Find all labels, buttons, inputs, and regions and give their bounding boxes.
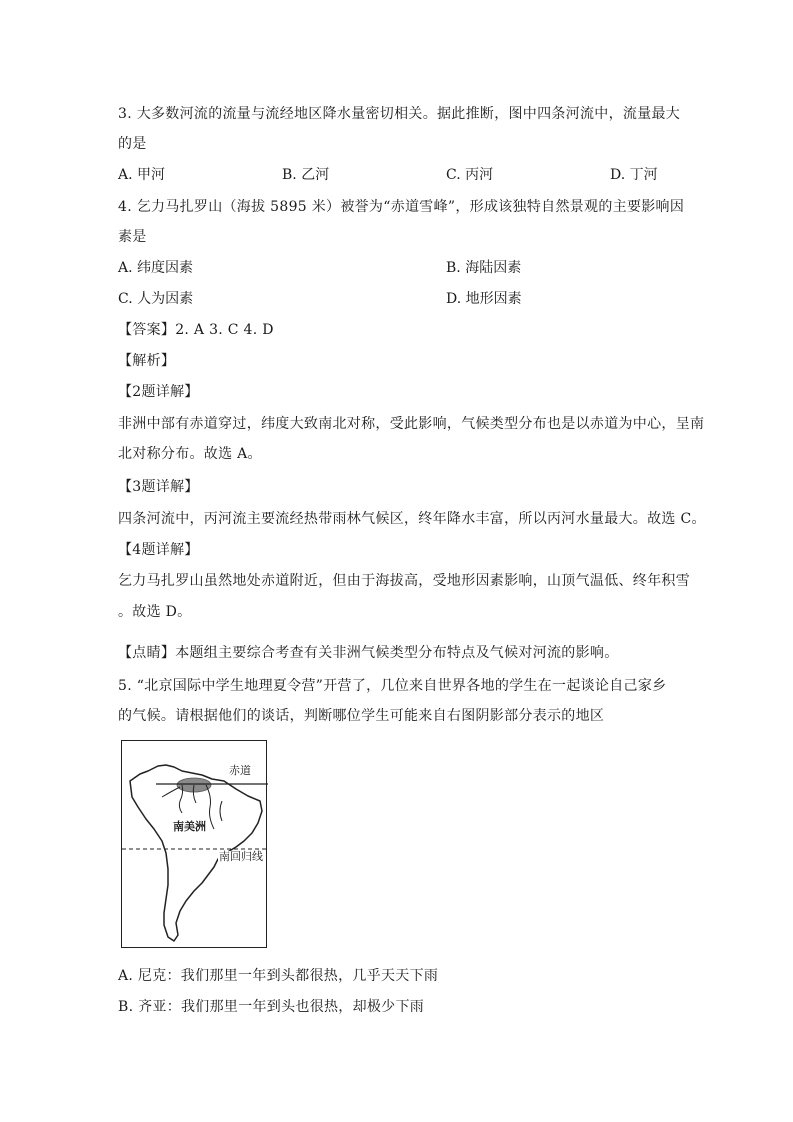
detail2-line2: 北对称分布。故选 A。 xyxy=(118,446,262,462)
q3-stem-line1: 3. 大多数河流的流量与流经地区降水量密切相关。据此推断，图中四条河流中，流量最大 xyxy=(118,106,681,122)
q4-option-d: D. 地形因素 xyxy=(446,291,522,307)
detail3-line1: 四条河流中，丙河流主要流经热带雨林气候区，终年降水丰富，所以丙河水量最大。故选 C。 xyxy=(118,511,706,527)
map-label-tropic: 南回归线 xyxy=(219,850,263,863)
detail4-line2: 。故选 D。 xyxy=(118,604,192,620)
map-label-equator: 赤道 xyxy=(229,764,251,777)
q4-option-c: C. 人为因素 xyxy=(118,291,194,307)
q5-option-a: A. 尼克：我们那里一年到头都很热，几乎天天下雨 xyxy=(118,968,439,984)
detail4-line1: 乞力马扎罗山虽然地处赤道附近，但由于海拔高，受地形因素影响，山顶气温低、终年积雪 xyxy=(118,573,690,589)
q5-stem-line1: 5. “北京国际中学生地理夏令营”开营了，几位来自世界各地的学生在一起谈论自己家乡 xyxy=(118,678,667,694)
south-america-map xyxy=(121,740,267,948)
analysis-tag: 【解析】 xyxy=(118,353,176,369)
detail2-tag: 【2题详解】 xyxy=(118,384,199,400)
detail3-tag: 【3题详解】 xyxy=(118,479,199,495)
q4-option-a: A. 纬度因素 xyxy=(118,260,194,276)
q3-option-d: D. 丁河 xyxy=(610,167,658,183)
q4-option-b: B. 海陆因素 xyxy=(446,260,522,276)
map-label-continent: 南美洲 xyxy=(173,820,206,833)
q3-option-a: A. 甲河 xyxy=(118,167,166,183)
q4-stem-line1: 4. 乞力马扎罗山（海拔 5895 米）被誉为“赤道雪峰”，形成该独特自然景观的主要影响因 xyxy=(118,199,685,215)
q5-option-b: B. 齐亚：我们那里一年到头也很热，却极少下雨 xyxy=(118,999,425,1015)
answer-line: 【答案】2. A 3. C 4. D xyxy=(118,322,274,338)
q3-stem-line2: 的是 xyxy=(118,136,147,152)
detail2-line1: 非洲中部有赤道穿过，纬度大致南北对称，受此影响，气候类型分布也是以赤道为中心，呈南 xyxy=(118,416,705,432)
q4-stem-line2: 素是 xyxy=(118,229,147,245)
q5-stem-line2: 的气候。请根据他们的谈话，判断哪位学生可能来自右图阴影部分表示的地区 xyxy=(118,708,605,724)
detail4-tag: 【4题详解】 xyxy=(118,542,199,558)
q3-option-b: B. 乙河 xyxy=(282,167,330,183)
comment-line: 【点睛】本题组主要综合考查有关非洲气候类型分布特点及气候对河流的影响。 xyxy=(118,645,619,661)
q3-option-c: C. 丙河 xyxy=(446,167,494,183)
